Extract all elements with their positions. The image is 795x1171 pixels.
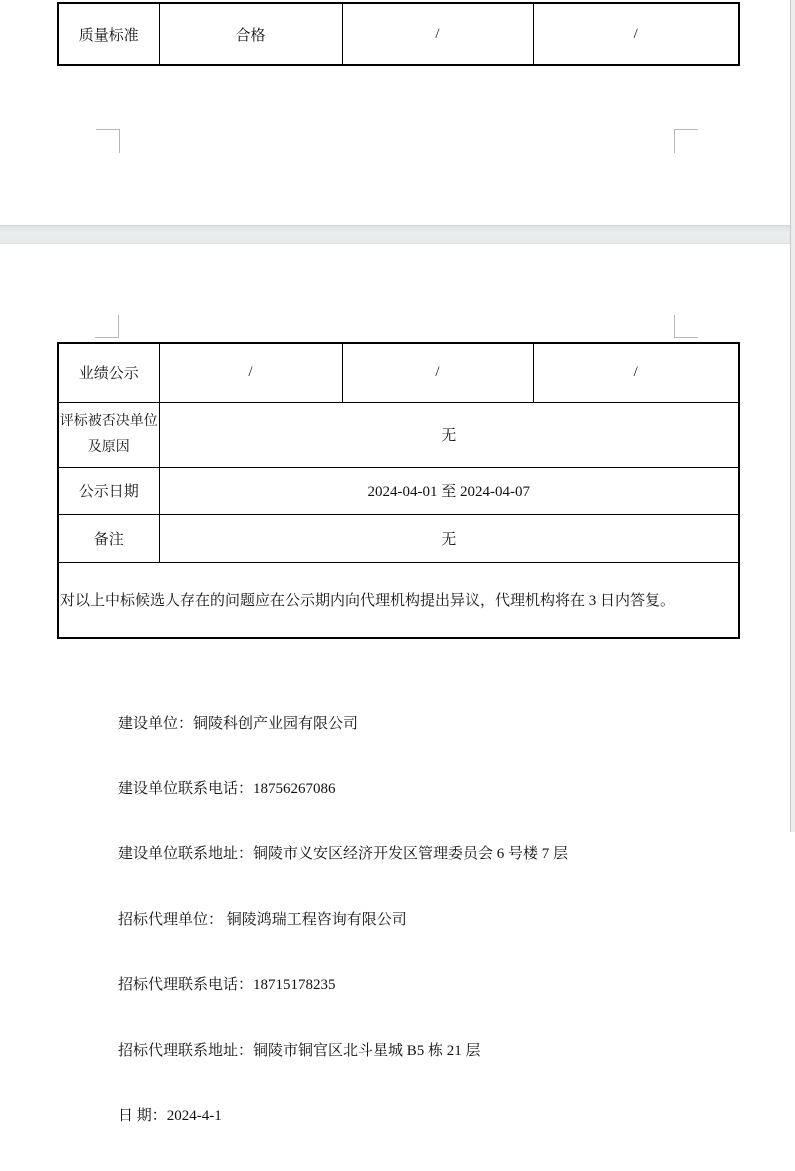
performance-slash-3: / <box>533 343 739 402</box>
rejected-units-label <box>58 402 159 467</box>
contact-line-agency: 招标代理单位： 铜陵鸿瑞工程咨询有限公司 <box>118 911 407 928</box>
table-row <box>58 514 739 562</box>
contact-line-date: 日 期：2024-4-1 <box>118 1107 222 1124</box>
rejected-units-value: 无 <box>159 402 739 467</box>
publicity-table <box>57 342 740 639</box>
publicity-period-label: 公示日期 <box>58 467 159 514</box>
objection-notice: 对以上中标候选人存在的问题应在公示期内向代理机构提出异议，代理机构将在 3 日内答复。 <box>58 562 739 638</box>
page-right-edge <box>790 0 795 832</box>
quality-standard-slash-2: / <box>533 3 739 65</box>
remark-label: 备注 <box>58 514 159 562</box>
quality-standard-value: 合格 <box>159 3 342 65</box>
quality-standard-table <box>57 2 740 66</box>
contact-line-agency-address: 招标代理联系地址：铜陵市铜官区北斗星城 B5 栋 21 层 <box>118 1042 481 1059</box>
crop-mark-page1-bottom-left <box>96 129 120 153</box>
table-row <box>58 562 739 638</box>
rejected-units-label-line1: 评标被否决单位 <box>59 413 158 429</box>
contact-line-owner-address: 建设单位联系地址：铜陵市义安区经济开发区管理委员会 6 号楼 7 层 <box>118 846 569 863</box>
publicity-period-value: 2024-04-01 至 2024-04-07 <box>159 467 739 514</box>
performance-slash-2: / <box>342 343 533 402</box>
crop-mark-page2-top-right <box>674 315 698 338</box>
table-row <box>58 467 739 514</box>
table-row <box>58 343 739 402</box>
contact-block <box>118 670 568 1171</box>
quality-standard-slash-1: / <box>342 3 533 65</box>
contact-line-agency-phone: 招标代理联系电话：18715178235 <box>118 977 336 994</box>
rejected-units-label-line2: 及原因 <box>87 439 130 455</box>
contact-line-owner: 建设单位：铜陵科创产业园有限公司 <box>118 715 359 732</box>
performance-label: 业绩公示 <box>58 343 159 402</box>
table-row <box>58 3 739 65</box>
page-separator <box>0 225 795 244</box>
contact-line-owner-phone: 建设单位联系电话：18756267086 <box>118 780 336 797</box>
quality-standard-label: 质量标准 <box>58 3 159 65</box>
remark-value: 无 <box>159 514 739 562</box>
performance-slash-1: / <box>159 343 342 402</box>
table-row <box>58 402 739 467</box>
crop-mark-page2-top-left <box>95 315 119 338</box>
crop-mark-page1-bottom-right <box>674 129 698 153</box>
